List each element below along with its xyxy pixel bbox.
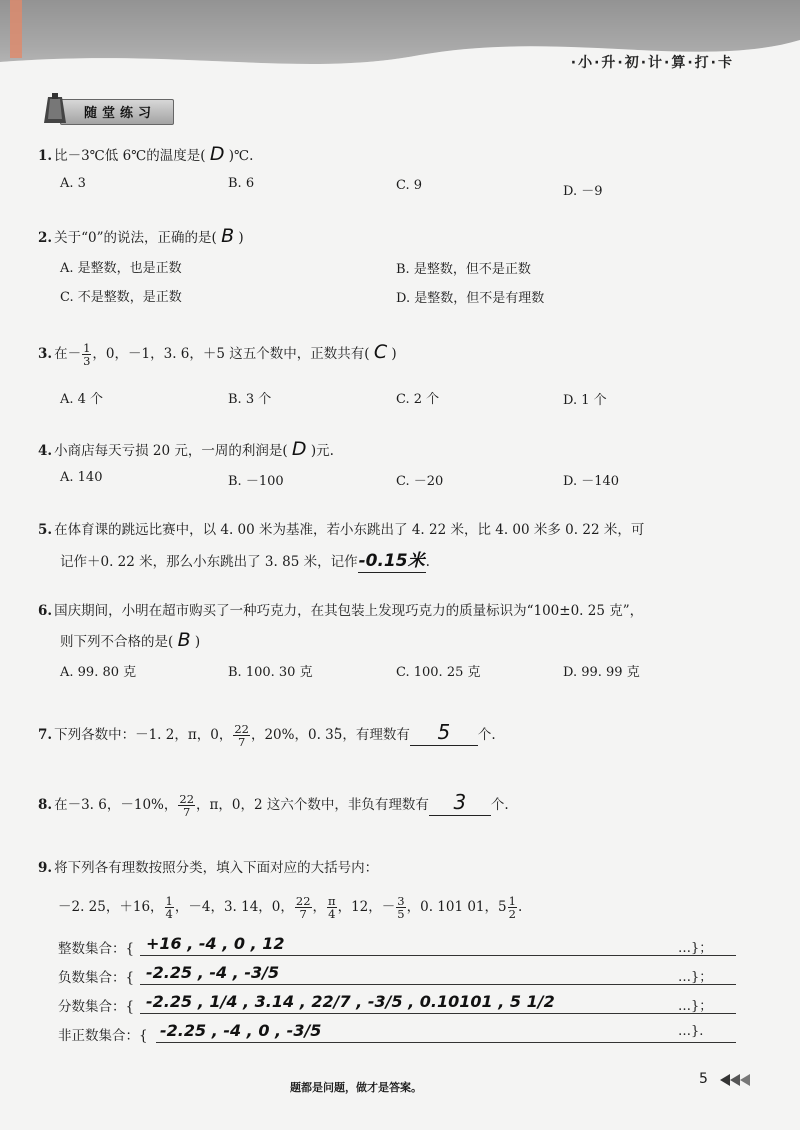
question-8: 8. 在－3. 6，－10%， $\frac{22}{7}$ ，π，0，2 这六个数中，非负有理数有 3 个. (38, 790, 509, 819)
option-2a: A. 是整数，也是正数 (60, 261, 182, 276)
option-1a: A. 3 (60, 176, 86, 191)
fraction: $\frac{1}{4}$ (165, 894, 173, 921)
footer-motto: 题都是问题，做才是答案。 (290, 1081, 422, 1094)
section-title: 随堂练习 (84, 106, 157, 121)
option-6a: A. 99. 80 克 (60, 665, 137, 680)
answer-8: 3 (453, 790, 467, 814)
fraction: $\frac{1}{3}$ (83, 341, 91, 368)
question-5-line-1: 5. 在体育课的跳远比赛中，以 4. 00 米为基准，若小东跳出了 4. 22 米，比 4. 00 米多 0. 22 米，可 (38, 522, 645, 538)
answer-5: -0.15米 (358, 551, 425, 571)
fraction: $\frac{22}{7}$ (295, 894, 311, 921)
page-number: 5 (699, 1071, 708, 1087)
fraction: $\frac{\pi}{4}$ (328, 894, 336, 921)
answer-2: B (221, 225, 235, 247)
option-2b: B. 是整数，但不是正数 (396, 262, 531, 277)
set-fractions-answer: -2.25 , 1/4 , 3.14 , 22/7 , -3/5 , 0.10101 , 5 1/2 (146, 992, 555, 1011)
set-non-positive: 非正数集合：{ -2.25 , -4 , 0 , -3/5 …}. (58, 1024, 148, 1044)
question-6-line-2: 则下列不合格的是( B ) (60, 629, 201, 651)
option-2d: D. 是整数，但不是有理数 (396, 291, 545, 306)
answer-4: D (291, 438, 307, 460)
option-1c: C. 9 (396, 178, 423, 193)
option-3d: D. 1 个 (563, 393, 607, 408)
section-tag (40, 93, 172, 127)
set-fractions: 分数集合：{ -2.25 , 1/4 , 3.14 , 22/7 , -3/5 , 0.10101 , 5 1/2 …}； (58, 995, 134, 1015)
answer-1: D (209, 143, 225, 165)
question-1: 1. 比－3℃低 6℃的温度是( D )℃. (38, 143, 254, 165)
pencil-icon (40, 93, 80, 127)
answer-6: B (177, 629, 191, 651)
answer-7: 5 (437, 720, 451, 744)
question-6-line-1: 6. 国庆期间，小明在超市购买了一种巧克力，在其包装上发现巧克力的质量标识为“100±0. 25 克”， (38, 603, 644, 619)
set-integers: 整数集合：{ +16 , -4 , 0 , 12 …}； (58, 937, 134, 957)
question-4: 4. 小商店每天亏损 20 元，一周的利润是( D )元. (38, 438, 334, 460)
option-6c: C. 100. 25 克 (396, 665, 481, 680)
option-3b: B. 3 个 (228, 392, 272, 407)
question-3: 3. 在－ $\frac{1}{3}$ ，0，－1，3. 6，＋5 这五个数中，正数共有( C ) (38, 341, 397, 368)
question-5-line-2: 记作＋0. 22 米，那么小东跳出了 3. 85 米，记作-0.15米. (60, 551, 430, 571)
set-negatives-answer: -2.25 , -4 , -3/5 (146, 963, 280, 982)
question-7: 7. 下列各数中：－1. 2，π，0， $\frac{22}{7}$ ，20%，0. 3. 5，有理数有 5 个. (38, 722, 496, 748)
question-9-instruction: 9. 将下列各有理数按照分类，填入下面对应的大括号内： (38, 860, 379, 876)
option-1b: B. 6 (228, 176, 255, 191)
question-9-numbers: －2. 25，＋16， $\frac{1}{4}$ ，－4，3. 14，0， $\frac{22}{7}$ ， $\frac{\pi}{4}$ ，12，－ $\frac{3}{5}$ ，0. 101 01，5 $\frac{1}{2}$ . (58, 894, 523, 921)
set-non-positive-answer: -2.25 , -4 , 0 , -3/5 (160, 1021, 322, 1040)
option-3c: C. 2 个 (396, 392, 440, 407)
answer-3: C (373, 341, 388, 363)
option-3a: A. 4 个 (60, 392, 104, 407)
page-brand: ·小·升·初·计·算·打·卡 (570, 55, 734, 71)
question-2: 2. 关于“0”的说法，正确的是( B ) (38, 225, 244, 247)
fraction: $\frac{1}{2}$ (508, 894, 516, 921)
option-6b: B. 100. 30 克 (228, 665, 313, 680)
option-4b: B. －100 (228, 474, 284, 489)
fraction: $\frac{22}{7}$ (179, 792, 195, 819)
fraction: $\frac{3}{5}$ (397, 894, 405, 921)
fraction: $\frac{22}{7}$ (234, 722, 249, 749)
set-integers-answer: +16 , -4 , 0 , 12 (146, 934, 285, 953)
option-2c: C. 不是整数，是正数 (60, 290, 182, 305)
option-4d: D. －140 (563, 474, 620, 489)
header-wave-decoration (0, 0, 800, 95)
option-6d: D. 99. 99 克 (563, 665, 640, 680)
double-arrow-left-icon (718, 1072, 752, 1088)
option-1d: D. －9 (563, 184, 603, 199)
option-4c: C. －20 (396, 474, 444, 489)
option-4a: A. 140 (60, 470, 103, 485)
set-negatives: 负数集合：{ -2.25 , -4 , -3/5 …}； (58, 966, 134, 986)
